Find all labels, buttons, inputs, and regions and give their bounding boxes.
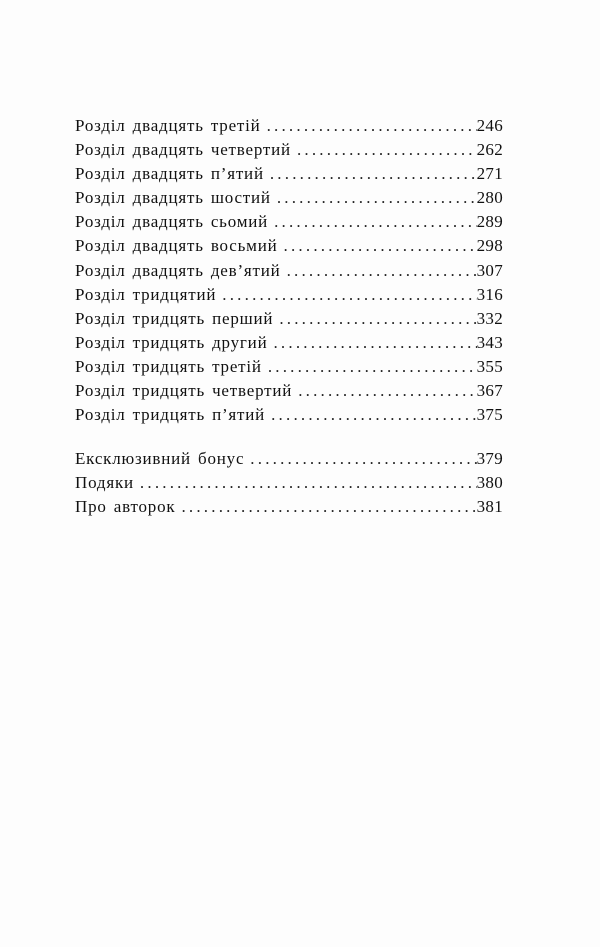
toc-entry-page-number: 379: [476, 449, 503, 469]
toc-dot-leader: [268, 210, 477, 234]
toc-entry: [75, 162, 503, 186]
toc-dot-leader: [216, 283, 476, 307]
toc-entry-title: Розділ тридцятий: [75, 284, 217, 304]
toc-entry: [75, 234, 503, 258]
toc-entry: [75, 403, 503, 427]
toc-entry-title: Розділ тридцять третій: [75, 356, 262, 376]
toc-entry: [75, 114, 503, 138]
toc-dot-leader: [273, 307, 476, 331]
toc-entry-title: Розділ тридцять четвертий: [75, 381, 293, 401]
toc-entry-page-number: 380: [476, 473, 503, 493]
toc-dot-leader: [261, 114, 477, 138]
toc-entry-title: Розділ двадцять третій: [75, 116, 261, 135]
toc-entry-title: Розділ двадцять сьомий: [75, 212, 269, 232]
toc-dot-leader: [244, 447, 476, 471]
toc-entry-title: Розділ двадцять четвертий: [75, 140, 291, 160]
toc-entry: [75, 355, 503, 379]
toc-entry-title: Подяки: [75, 473, 134, 493]
toc-entry: [75, 210, 503, 234]
toc-entry-page-number: 375: [476, 405, 503, 425]
toc-entry-page-number: 280: [476, 188, 503, 208]
toc-entry-page-number: 381: [476, 497, 503, 517]
toc-entry-page-number: 289: [476, 212, 503, 232]
toc-dot-leader: [262, 355, 477, 379]
toc-entry: [75, 186, 503, 210]
toc-entry: [75, 379, 503, 403]
toc-entry-title: Ексклюзивний бонус: [75, 449, 245, 469]
toc-entry: [75, 447, 503, 471]
toc-dot-leader: [291, 138, 477, 162]
toc-entry-page-number: 355: [476, 356, 503, 376]
toc-dot-leader: [265, 403, 477, 427]
toc-dot-leader: [264, 162, 477, 186]
toc-entry-page-number: 307: [476, 260, 503, 280]
toc-entry-title: Розділ двадцять дев’ятий: [75, 260, 281, 280]
toc-dot-leader: [278, 234, 477, 258]
toc-entry-title: Розділ тридцять перший: [75, 308, 274, 328]
toc-entry-page-number: 262: [476, 140, 503, 160]
toc-entry-page-number: 271: [476, 164, 503, 184]
toc-entry-title: Розділ тридцять другий: [75, 332, 268, 352]
toc-dot-leader: [267, 331, 476, 355]
toc-entry-page-number: 332: [476, 308, 503, 328]
toc-entry: [75, 283, 503, 307]
toc-entry-title: Розділ двадцять шостий: [75, 188, 271, 208]
toc-entry-page-number: 298: [476, 236, 503, 256]
toc-entry: [75, 259, 503, 283]
toc-dot-leader: [175, 495, 476, 519]
table-of-contents: [75, 114, 503, 520]
toc-entry: [75, 331, 503, 355]
toc-entry-page-number: 367: [476, 381, 503, 401]
toc-dot-leader: [281, 259, 477, 283]
toc-entry: [75, 307, 503, 331]
toc-entry: [75, 138, 503, 162]
toc-entry-title: Розділ двадцять восьмий: [75, 236, 278, 256]
toc-extras-list: [75, 447, 503, 519]
toc-dot-leader: [292, 379, 476, 403]
toc-entry: [75, 471, 503, 495]
toc-dot-leader: [134, 471, 477, 495]
toc-entry-title: Про авторок: [75, 497, 176, 517]
toc-entry-title: Розділ двадцять п’ятий: [75, 164, 264, 184]
toc-entry-page-number: 316: [476, 284, 503, 304]
toc-entry-title: Розділ тридцять п’ятий: [75, 405, 266, 425]
toc-chapters-list: [75, 114, 503, 427]
toc-dot-leader: [271, 186, 477, 210]
toc-entry: [75, 495, 503, 519]
toc-entry-page-number: 246: [476, 116, 503, 135]
toc-entry-page-number: 343: [476, 332, 503, 352]
